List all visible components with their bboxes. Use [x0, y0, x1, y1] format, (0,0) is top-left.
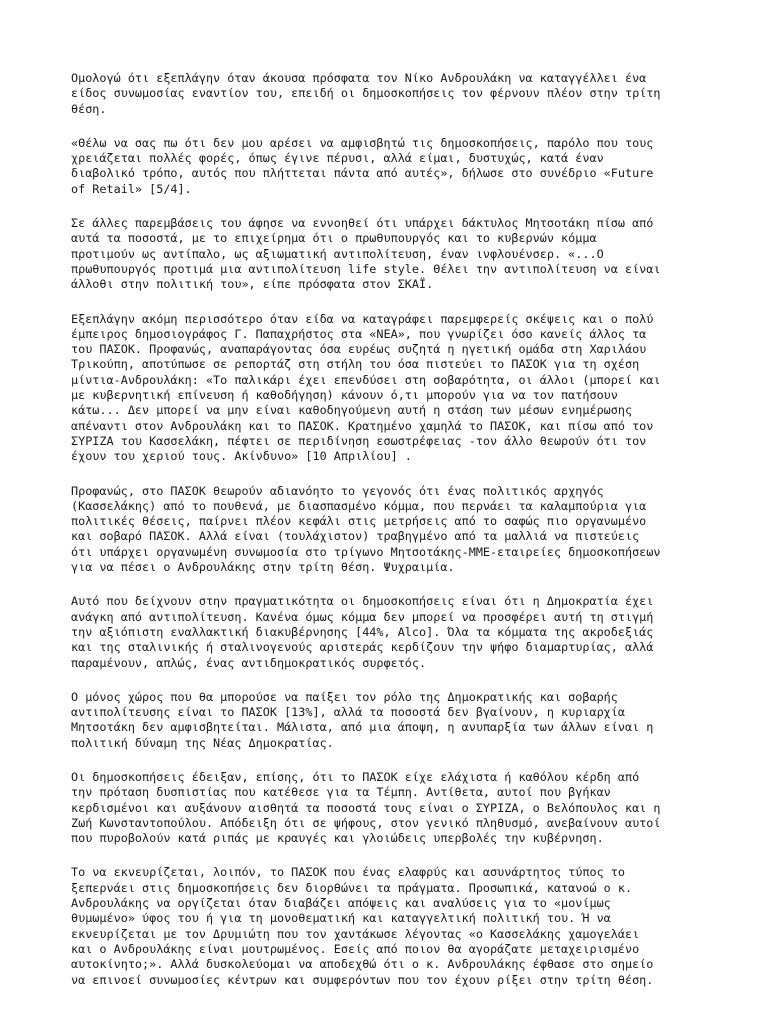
paragraph-7: Ο μόνος χώρος που θα μπορούσε να παίξει τον ρόλο της Δημοκρατικής και σοβαρής αντιπολίτευσης είναι το ΠΑΣΟΚ [13%], αλλά τα ποσοστά δεν βγαίνουν, η κυριαρχία Μητσοτάκη δεν αμφισβητείται. Μάλιστα, από μια άποψη, η ανυπαρξία των άλλων είναι η πολιτική δύναμη της Νέας Δημοκρατίας.	[71, 689, 654, 750]
paragraph-4: Εξεπλάγην ακόμη περισσότερο όταν είδα να καταγράφει παρεμφερείς σκέψεις και ο πολύ έμπειρος δημοσιογράφος Γ. Παπαχρήστος στα «ΝΕΑ», που γνωρίζει όσο κανείς άλλος τα του ΠΑΣΟΚ. Προφανώς, αναπαράγοντας όσα ευρέως συζητά η ηγετική ομάδα στη Χαριλάου Τρικούπη, αποτύπωσε σε ρεπορτάζ στη στήλη του όσα πιστεύει το ΠΑΣΟΚ για τη σχέση μίντια-Ανδρουλάκη: «Το παλικάρι έχει επενδύσει στη σοβαρότητα, οι άλλοι (μπορεί και με κυβερνητική επίνευση ή καθοδήγηση) κάνουν ό,τι μπορούν για να τον πατήσουν κάτω... Δεν μπορεί να μην είναι καθοδηγούμενη αυτή η στάση των μέσων ενημέρωσης απέναντι στον Ανδρουλάκη και το ΠΑΣΟΚ. Κρατημένο χαμηλά το ΠΑΣΟΚ, και πίσω από τον ΣΥΡΙΖΑ του Κασσελάκη, πέφτει σε περιδίνηση εσωστρέφειας -τον άλλο θεωρούν ότι τον έχουν του χεριού τους. Ακίνδυνο» [10 Απριλίου] .	[71, 311, 661, 464]
paragraph-1: Ομολογώ ότι εξεπλάγην όταν άκουσα πρόσφατα τον Νίκο Ανδρουλάκη να καταγγέλλει ένα είδος συνωμοσίας εναντίον του, επειδή οι δημοσκοπήσεις τον φέρνουν πλέον στην τρίτη θέση.	[71, 71, 661, 116]
paragraph-3: Σε άλλες παρεμβάσεις του άφησε να εννοηθεί ότι υπάρχει δάκτυλος Μητσοτάκη πίσω από αυτά τα ποσοστά, με το επιχείρημα ότι ο πρωθυπουργός και το κυβερνών κόμμα προτιμούν ως αντίπαλο, ως αξιωματική αντιπολίτευση, έναν ινφλουένσερ. «...Ο πρωθυπουργός προτιμά μια αντιπολίτευση life style. Θέλει την αντιπολίτευση να είναι άλλοθι στην πολιτική του», είπε πρόσφατα στον ΣΚΑΪ.	[71, 216, 661, 292]
paragraph-2: «Θέλω να σας πω ότι δεν μου αρέσει να αμφισβητώ τις δημοσκοπήσεις, παρόλο που τους χρειάζεται πολλές φορές, όπως έγινε πέρυσι, αλλά είμαι, δυστυχώς, κατά έναν διαβολικό τρόπο, αυτός που πλήττεται πάντα από αυτές», δήλωσε στο συνέδριο «Future of Retail» [5/4].	[71, 135, 654, 196]
paragraph-8: Οι δημοσκοπήσεις έδειξαν, επίσης, ότι το ΠΑΣΟΚ είχε ελάχιστα ή καθόλου κέρδη από την πρόταση δυσπιστίας που κατέθεσε για τα Τέμπη. Αντίθετα, αυτοί που βγήκαν κερδισμένοι και αυξάνουν αισθητά τα ποσοστά τους είναι ο ΣΥΡΙΖΑ, ο Βελόπουλος και η Ζωή Κωνσταντοπούλου. Απόδειξη ότι σε ψήφους, στον γενικό πληθυσμό, ανεβαίνουν αυτοί που πυροβολούν κατά ριπάς με κραυγές και γλοιώδεις υπερβολές την κυβέρνηση.	[71, 769, 661, 846]
paragraph-9: Το να εκνευρίζεται, λοιπόν, το ΠΑΣΟΚ που ένας ελαφρύς και ασυνάρτητος τύπος το ξεπερνάει στις δημοσκοπήσεις δεν διορθώνει τα πράγματα. Προσωπικά, κατανοώ ο κ. Ανδρουλάκης να οργίζεται όταν διαβάζει απόψεις και αναλύσεις για το «μονίμως θυμωμένο» ύφος του ή για τη μονοθεματική και καταγγελτική πολιτική του. Ή να εκνευρίζεται με τον Δρυμιώτη που τον χαντάκωσε λέγοντας «ο Κασσελάκης χαμογελάει και ο Ανδρουλάκης είναι μουτρωμένος. Εσείς από ποιον θα αγοράζατε μεταχειρισμένο αυτοκίνητο;». Αλλά δυσκολεύομαι να αποδεχθώ ότι ο κ. Ανδρουλάκης έφθασε στο σημείο να επινοεί συνωμοσίες κέντρων και συμφερόντων που τον έχουν ρίξει στην τρίτη θέση.	[71, 865, 654, 987]
paragraph-5: Προφανώς, στο ΠΑΣΟΚ θεωρούν αδιανόητο το γεγονός ότι ένας πολιτικός αρχηγός (Κασσελάκης) από το πουθενά, με διασπασμένο κόμμα, που περνάει τα καλαμπούρια για πολιτικές θέσεις, παίρνει πλέον κεφάλι στις μετρήσεις από το σαφώς πιο οργανωμένο και σοβαρό ΠΑΣΟΚ. Αλλά είναι (τουλάχιστον) τραβηγμένο από τα μαλλιά να πιστεύεις ότι υπάρχει οργανωμένη συνωμοσία στο τρίγωνο Μητσοτάκης-ΜΜΕ-εταιρείες δημοσκοπήσεων για να πέσει ο Ανδρουλάκης στην τρίτη θέση. Ψυχραιμία.	[71, 483, 661, 575]
document-body	[71, 71, 713, 1007]
paragraph-6: Αυτό που δείχνουν στην πραγματικότητα οι δημοσκοπήσεις είναι ότι η Δημοκρατία έχει ανάγκη από αντιπολίτευση. Κανένα όμως κόμμα δεν μπορεί να προσφέρει αυτή τη στιγμή την αξιόπιστη εναλλακτική διακυβέρνησης [44%, Alco]. Όλα τα κόμματα της ακροδεξιάς και της σταλινικής ή σταλινογενούς αριστεράς κερδίζουν την ψήφο διαμαρτυρίας, αλλά παραμένουν, απλώς, ένας αντιδημοκρατικός συρφετός.	[71, 594, 654, 670]
